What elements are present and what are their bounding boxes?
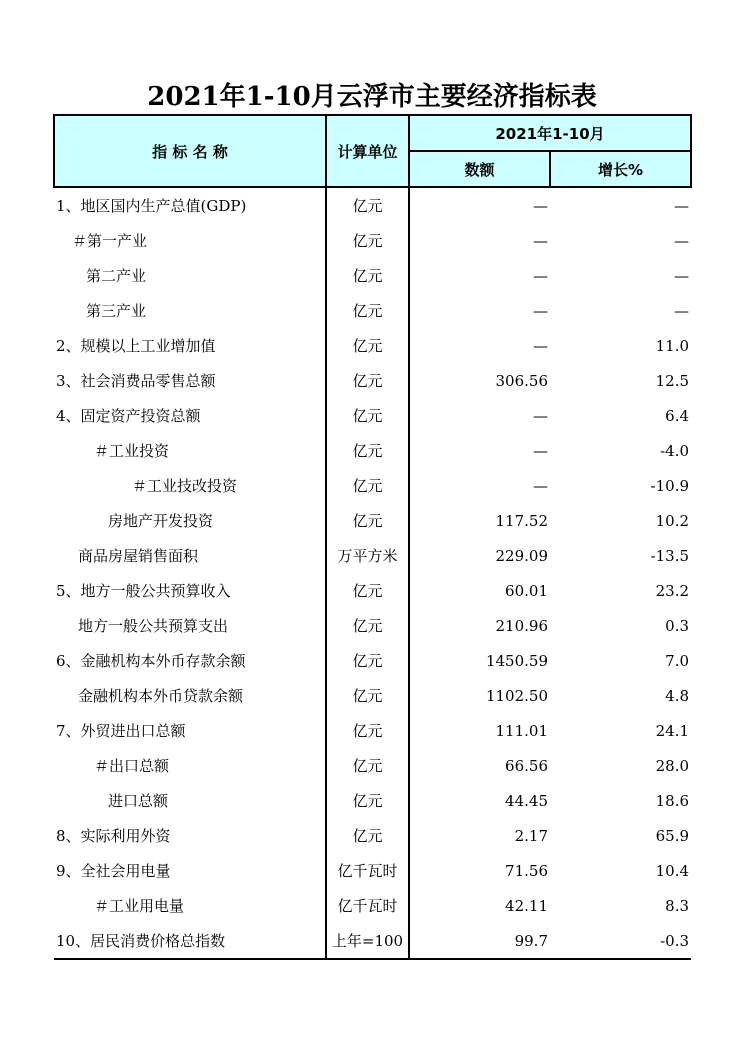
row-growth: 23.2 xyxy=(655,581,690,600)
table-row xyxy=(54,818,691,853)
header-unit: 计算单位 xyxy=(326,115,409,187)
page-title: 2021年1-10月云浮市主要经济指标表 xyxy=(147,82,597,112)
row-growth: 0.3 xyxy=(665,616,690,635)
header-period: 2021年1-10月 xyxy=(409,115,691,151)
table-row xyxy=(54,433,691,468)
row-name: 8、实际利用外资 xyxy=(56,827,171,845)
table-row xyxy=(54,187,691,223)
row-amount: 306.56 xyxy=(495,371,548,390)
row-amount: — xyxy=(533,406,548,425)
header-growth: 增长% xyxy=(550,151,691,187)
row-growth: 8.3 xyxy=(665,896,690,915)
table-row xyxy=(54,888,691,923)
row-name: 房地产开发投资 xyxy=(108,512,214,530)
table-row xyxy=(54,573,691,608)
header-amount: 数额 xyxy=(409,151,550,187)
table-row xyxy=(54,398,691,433)
row-unit: 上年=100 xyxy=(326,923,409,959)
row-name: ＃工业用电量 xyxy=(94,897,185,915)
table-header xyxy=(54,115,691,187)
row-unit: 亿元 xyxy=(326,608,409,643)
row-amount: 44.45 xyxy=(505,791,548,810)
row-unit: 亿元 xyxy=(326,503,409,538)
row-name: 5、地方一般公共预算收入 xyxy=(56,582,231,600)
row-name: 7、外贸进出口总额 xyxy=(56,722,186,740)
row-amount: — xyxy=(533,231,548,250)
row-growth: — xyxy=(674,196,690,215)
row-unit: 亿千瓦时 xyxy=(326,888,409,923)
row-name: 第三产业 xyxy=(86,302,147,320)
row-amount: 66.56 xyxy=(505,756,548,775)
row-amount: — xyxy=(533,336,548,355)
row-amount: 60.01 xyxy=(505,581,548,600)
row-amount: 111.01 xyxy=(495,721,548,740)
row-unit: 亿元 xyxy=(326,678,409,713)
row-amount: 2.17 xyxy=(514,826,548,845)
row-amount: 99.7 xyxy=(409,923,550,959)
row-unit: 亿元 xyxy=(326,468,409,503)
row-name: 6、金融机构本外币存款余额 xyxy=(56,652,246,670)
row-name: ＃工业技改投资 xyxy=(132,477,238,495)
table-row xyxy=(54,853,691,888)
table-row xyxy=(54,223,691,258)
row-growth: 10.4 xyxy=(655,861,690,880)
header-indicator: 指 标 名 称 xyxy=(54,115,326,187)
table-row xyxy=(54,328,691,363)
row-growth: 10.2 xyxy=(655,511,690,530)
indicator-table xyxy=(53,114,692,960)
row-unit: 亿千瓦时 xyxy=(326,853,409,888)
table-row xyxy=(54,293,691,328)
row-unit: 亿元 xyxy=(326,433,409,468)
row-name: ＃工业投资 xyxy=(94,442,170,460)
row-unit: 亿元 xyxy=(326,223,409,258)
row-amount: 1102.50 xyxy=(485,686,548,705)
row-amount: 1450.59 xyxy=(485,651,548,670)
row-growth: — xyxy=(674,231,690,250)
row-growth: 24.1 xyxy=(655,721,690,740)
row-growth: 28.0 xyxy=(655,756,690,775)
row-growth: 4.8 xyxy=(665,686,690,705)
row-growth: 6.4 xyxy=(665,406,690,425)
row-amount: — xyxy=(533,196,548,215)
row-unit: 亿元 xyxy=(326,398,409,433)
row-unit: 亿元 xyxy=(326,187,409,223)
table-row xyxy=(54,608,691,643)
row-name: 进口总额 xyxy=(108,792,169,810)
row-amount: 71.56 xyxy=(505,861,548,880)
row-unit: 亿元 xyxy=(326,643,409,678)
row-growth: -4.0 xyxy=(660,441,690,460)
row-growth: 7.0 xyxy=(665,651,690,670)
row-amount: — xyxy=(533,301,548,320)
row-unit: 亿元 xyxy=(326,748,409,783)
row-unit: 亿元 xyxy=(326,713,409,748)
row-name: 商品房屋销售面积 xyxy=(78,547,199,565)
table-row xyxy=(54,678,691,713)
row-amount: 117.52 xyxy=(495,511,548,530)
table-row xyxy=(54,748,691,783)
row-name: 10、居民消费价格总指数 xyxy=(54,923,326,959)
table-row xyxy=(54,923,691,959)
row-growth: -0.3 xyxy=(550,923,691,959)
row-amount: 210.96 xyxy=(495,616,548,635)
table-row xyxy=(54,713,691,748)
table-body xyxy=(54,187,691,959)
row-name: 4、固定资产投资总额 xyxy=(56,407,201,425)
row-amount: 42.11 xyxy=(505,896,548,915)
row-unit: 万平方米 xyxy=(326,538,409,573)
row-growth: — xyxy=(674,301,690,320)
row-amount: — xyxy=(533,441,548,460)
row-amount: — xyxy=(533,476,548,495)
table-row xyxy=(54,258,691,293)
row-growth: — xyxy=(674,266,690,285)
row-growth: -13.5 xyxy=(650,546,690,565)
table-row xyxy=(54,643,691,678)
row-name: 地方一般公共预算支出 xyxy=(78,617,229,635)
row-unit: 亿元 xyxy=(326,258,409,293)
row-unit: 亿元 xyxy=(326,328,409,363)
row-name: 2、规模以上工业增加值 xyxy=(56,337,216,355)
row-name: ＃第一产业 xyxy=(72,232,148,250)
row-growth: -10.9 xyxy=(650,476,690,495)
row-unit: 亿元 xyxy=(326,293,409,328)
row-unit: 亿元 xyxy=(326,783,409,818)
table-row xyxy=(54,538,691,573)
row-growth: 11.0 xyxy=(655,336,690,355)
row-growth: 12.5 xyxy=(655,371,690,390)
row-name: 第二产业 xyxy=(86,267,147,285)
table-row xyxy=(54,503,691,538)
table-row xyxy=(54,468,691,503)
row-amount: 229.09 xyxy=(495,546,548,565)
row-growth: 65.9 xyxy=(655,826,690,845)
row-name: 金融机构本外币贷款余额 xyxy=(78,687,244,705)
row-name: 9、全社会用电量 xyxy=(56,862,171,880)
table-row xyxy=(54,783,691,818)
row-unit: 亿元 xyxy=(326,818,409,853)
row-amount: — xyxy=(533,266,548,285)
row-name: 3、社会消费品零售总额 xyxy=(56,372,216,390)
row-name: ＃出口总额 xyxy=(94,757,170,775)
row-unit: 亿元 xyxy=(326,573,409,608)
row-growth: 18.6 xyxy=(655,791,690,810)
row-name: 1、地区国内生产总值(GDP) xyxy=(56,197,247,215)
table-row xyxy=(54,363,691,398)
row-unit: 亿元 xyxy=(326,363,409,398)
